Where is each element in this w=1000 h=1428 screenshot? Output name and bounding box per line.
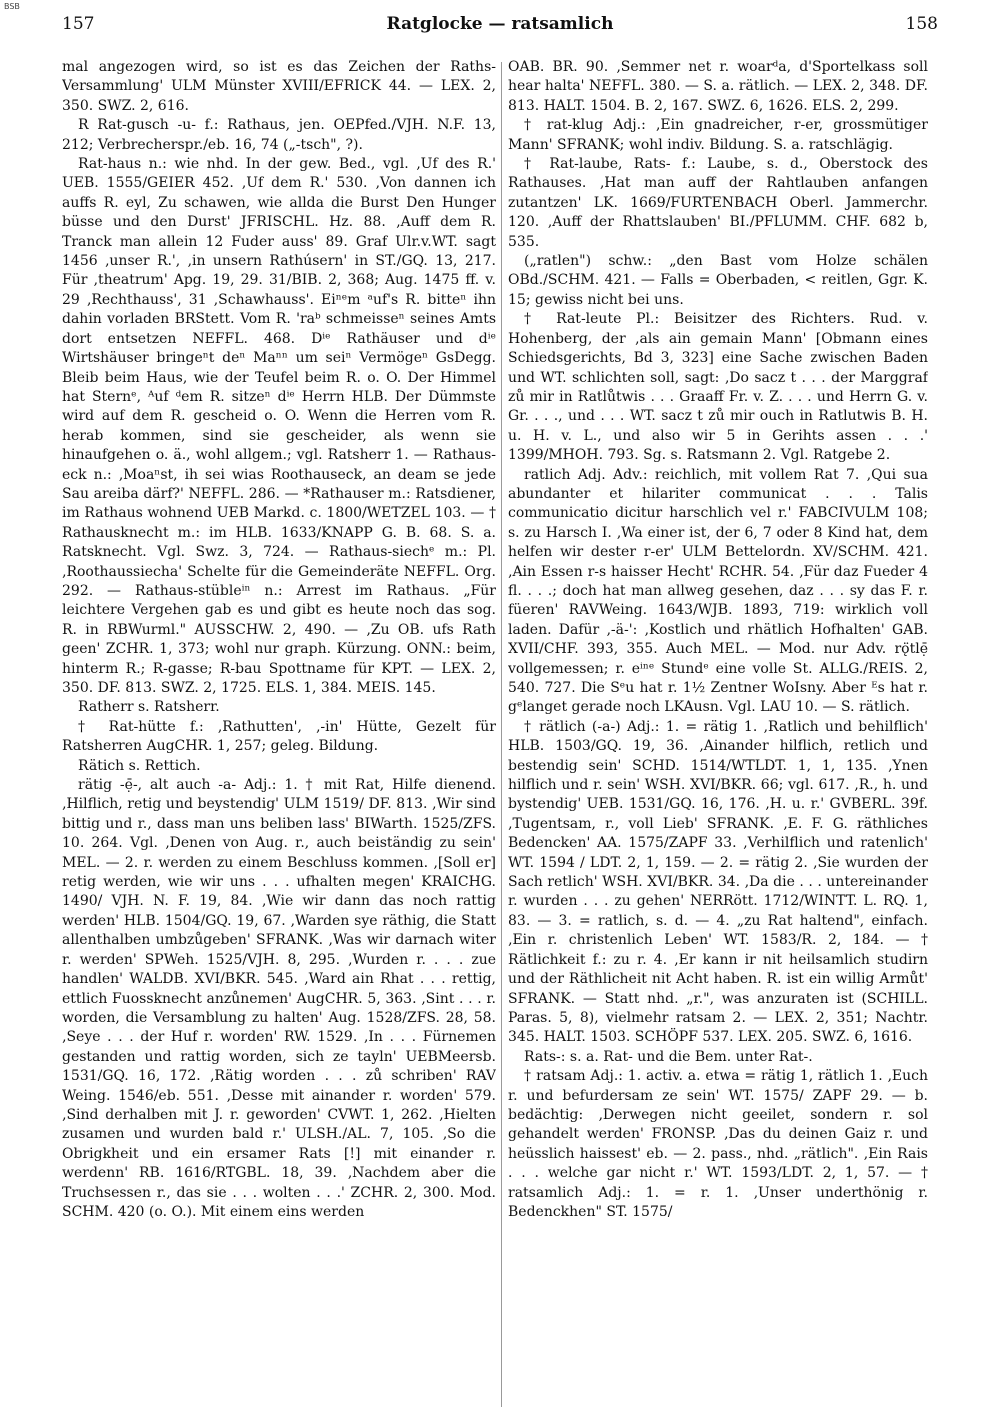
entry-rat-haus: Rat-haus n.: wie nhd. In der gew. Bed., vgl. ‚Uf des R.' UEB. 1555/GEIER 452. ‚Uf dem R.' 530. ‚Von dannen ich auffs R. eyl, Zu schawen, wie allda die Burst Den Hunger büsse und den Durst' JFRISCHL. Hz. 88. ‚Auff dem R. Tranck man allein 12 Fuder auss' 89. Graf Ulr.v.WT. sagt 1456 ‚unser R.', ‚in unsern Rathúsern' in ST./GQ. 13, 217. Für ‚theatrum' Apg. 19, 29. 31/BIB. 2, 368; Aug. 1475 ff. v. 29 ‚Rechthauss', 31 ‚Schawhauss'. Eiⁿᵉm ᵃuf's R. bitteⁿ ihn dahin vorladen BRStett. Vom R. 'raᵇ schmeisseⁿ seines Amts dort entsetzen NEFFL. 468. Dⁱᵉ Rathäuser und dⁱᵉ Wirtshäuser bringeⁿt deⁿ Maⁿⁿ um seiⁿ Vermögeⁿ GsDegg. Bleib beim Haus, wie der Teufel beim R. o. O. Der Himmel hat Sternᵉ, ᴬuf ᵈem R. sitzeⁿ dⁱᵉ Herrn HLB. Der Dümmste wird auf dem R. gescheid o. O. Wenn die Herren vom R. herab kommen, sind sie gescheider, als wenn sie hinaufgehen o. ä., wohl allgem.; vgl. Ratsherr 1. — Rathaus-eck n.: ‚Moaⁿst, ih sei wias Roothauseck, an deam se jede Sau areiba därf?' NEFFL. 286. — *Rathauser m.: Ratsdiener, im Rathaus wohnend UEB Markd. c. 1800/WETZEL 103. — † Rathausknecht m.: im HLB. 1633/KNAPP G. B. 68. S. a. Ratsknecht. Vgl. Swz. 3, 724. — Rathaus-siechᵉ m.: Pl. ‚Roothaussiecha' Schelte für die Gemeinderäte NEFFL. Org. 292. — Rathaus-stübleⁱⁿ n.: Arrest im Rathaus. „Für leichtere Vergehen gab es und gibt es heute noch das sog. R. in RBWurml." AUSSCHW. 2, 490. — ‚Zu OB. ufs Rath geen' ZCHR. 1, 373; wohl nur graph. Kürzung. ONN.: beim, hinterm R.; R-gasse; R-bau Spottname für KPT. — LEX. 2, 350. DF. 813. SWZ. 2, 1725. ELS. 1, 384. MEIS. 145.	[62, 156, 496, 696]
entry-rat-gusch: R Rat-gusch -u- f.: Rathaus, jen. OEPfed./VJH. N.F. 13, 212; Verbrecherspr./eb. 16, 74 („-tsch", ?).	[62, 117, 496, 153]
running-title: Ratglocke — ratsamlich	[386, 14, 614, 34]
entry-continuation: mal angezogen wird, so ist es das Zeichen der Raths- Versammlung' ULM Münster XVIII/EFRICK 44. — LEX. 2, 350. SWZ. 2, 616.	[62, 59, 496, 114]
entry-ratsam: † ratsam Adj.: 1. activ. a. etwa = rätig 1, rätlich 1. ‚Euch r. und befurdersam ze sein' WT. 1575/ ZAPF 29. — b. bedächtig: ‚Derwegen nicht geeilet, sondern r. sol gehandelt werden' FRONSP. ‚Das du deinen Gaiz r. und heüsslich haissest' eb. — 2. pass., nhd. „rätlich". ‚Ein Rais . . . welche gar nicht r.' WT. 1593/LDT. 2, 1, 57. — † ratsamlich Adj.: 1. = r. 1. ‚Unser underthönig r. Bedenckhen" ST. 1575/	[508, 1068, 928, 1220]
library-mark: BSB	[4, 2, 20, 11]
entry-raetlich: † rätlich (-a-) Adj.: 1. = rätig 1. ‚Ratlich und behilflich' HLB. 1503/GQ. 19, 36. ‚Ainander hilflich, retlich und bestendig sein' SCHD. 1514/WTLDT. 1, 1, 135. ‚Ynen hilflich und r. sein' WSH. XVI/BKR. 66; vgl. 617. ‚R., h. und bystendig' UEB. 1531/GQ. 16, 176. ‚H. u. r.' GVBERL. 39f. ‚Tugentsam, r., voll Lieb' SFRANK. ‚E. F. G. räthliches Bedencken' AA. 1575/ZAPF 33. ‚Verhilflich und ratenlich' WT. 1594 / LDT. 2, 1, 159. — 2. = rätig 2. ‚Sie wurden der Sach retlich' WSH. XVI/BKR. 34. ‚Da die . . . untereinander r. wurden . . . zu gehen' NERRött. 1712/WINTT. L. RQ. 1, 83. — 3. = ratlich, s. d. — 4. „zu Rat haltend", einfach. ‚Ein r. christenlich Leben' WT. 1583/R. 2, 184. — † Rätlichkeit f.: zu r. 4. ‚Er kann ir nit heilsamlich studirn und der Räthlicheit nit Acht haben. R. ist ein willig Armůt' SFRANK. — Statt nhd. „r.", was anzuraten ist (SCHILL. Paras. 5, 8), vielmehr ratsam 2. — LEX. 2, 351; Nachtr. 345. HALT. 1503. SCHÖPF 537. LEX. 205. SWZ. 6, 1616.	[508, 718, 928, 1046]
entry-rat-laube: † Rat-laube, Rats- f.: Laube, s. d., Oberstock des Rathauses. ‚Hat man auff der Rahtlauben anfangen zutantzen' LK. 1669/FURTENBACH Oberl. Jammerchr. 120. ‚Auff der Rhattslauben' BI./PFLUMM. CHF. 682 b, 535.	[508, 156, 928, 250]
entry-rats: Rats-: s. a. Rat- und die Bem. unter Rat-.	[524, 1048, 813, 1065]
entry-raetig: rätig -ẹ̄-, alt auch -a- Adj.: 1. † mit Rat, Hilfe dienend. ‚Hilflich, retig und beystendig' ULM 1519/ DF. 813. ‚Wir sind bittig und r., dass man uns beliben lass' BIWarth. 1525/ZFS. 10. 264. Vgl. ‚Denen von Aug. r., auch beiständig zu sein' MEL. — 2. r. werden zu einem Beschluss kommen. ‚[Soll er] retig werden, wie wir uns . . . ufhalten megen' KRAICHG. 1490/ VJH. N. F. 19, 84. ‚Wie wir dann das noch rattig werden' HLB. 1504/GQ. 19, 67. ‚Warden sye räthig, die Statt allenthalben umbzůgeben' SFRANK. ‚Was wir darnach witer r. werden' SPWeh. 1525/VJH. 8, 295. ‚Wurden r. . . . zue handlen' WALDB. XVI/BKR. 545. ‚Ward ain Rhat . . . rettig, ettlich Fuossknecht anzůnemen' AugCHR. 5, 363. ‚Sint . . . r. worden, die Versamblung zu halten' Aug. 1528/ZFS. 28, 58. ‚Seye . . . der Huf r. worden' RW. 1529. ‚In . . . Fürnemen gestanden und rattig worden, sich ze tayln' UEBMeersb. 1531/GQ. 16, 172. ‚Rätig worden . . . zů schriben' RAV Weing. 1546/eb. 551. ‚Desse mit ainander r. worden' 579. ‚Sind derhalben mit J. r. geworden' CVWT. 1, 262. ‚Hielten zusamen und wurden bald r.' ULSH./AL. 7, 105. ‚So die Obrigkheit und ein ersamer Rats [!] mit einander r. werdenn' RB. 1616/RTGBL. 18, 39. ‚Nachdem aber die Truchsessen r., das sie . . . wolten . . .' ZCHR. 2, 300. Mod. SCHM. 420 (o. O.). Mit einem eins werden	[62, 777, 496, 1220]
entry-rat-leute: † Rat-leute Pl.: Beisitzer des Richters. Rud. v. Hohenberg, der ‚als ain gemain Mann' [Obmann eines Schiedsgerichts, Bd 3, 323] eine Sache zwischen Baden und WT. schlichten soll, sagt: ‚Do sacz t . . . der Marggraf zů mir in Ratlůtwis . . . Graaff Fr. v. Z. . . . und Herrn G. v. Gr. . . ., und . . . WT. sacz t zů mir ouch in Ratlutwis B. H. u. H. v. L., und also wir 5 in Gerihts assen . . .' 1399/MHOH. 793. Sg. s. Ratsmann 2. Vgl. Ratgebe 2.	[508, 311, 928, 464]
left-column	[62, 58, 496, 1420]
entry-rat-klug: † rat-klug Adj.: ‚Ein gnadreicher, r-er, grossmütiger Mann' SFRANK; wohl indiv. Bildung. S. a. ratschlägig.	[508, 117, 928, 153]
entry-ratlen: („ratlen") schw.: „den Bast vom Holze schälen OBd./SCHM. 421. — Falls = Oberbaden, < reitlen, Ggr. K. 15; gewiss nicht bei uns.	[508, 253, 928, 308]
page-header	[62, 14, 938, 44]
column-divider	[501, 62, 502, 1407]
entry-rat-huette: † Rat-hütte f.: ‚Rathutten', ‚-in' Hütte, Gezelt für Ratsherren AugCHR. 1, 257; geleg. Bildung.	[62, 718, 496, 755]
entry-ratherr: Ratherr s. Ratsherr.	[78, 699, 220, 716]
entry-continuation-right: OAB. BR. 90. ‚Semmer net r. woarᵈa, d'Sportelkass soll hear halta' NEFFL. 380. — S. a. rätlich. — LEX. 2, 348. DF. 813. HALT. 1504. B. 2, 167. SWZ. 6, 1626. ELS. 2, 299.	[508, 59, 928, 114]
entry-raetich: Rätich s. Rettich.	[78, 757, 201, 774]
page-number-left: 157	[62, 14, 95, 34]
right-column	[508, 58, 928, 1420]
page-number-right: 158	[905, 14, 938, 34]
entry-ratlich: ratlich Adj. Adv.: reichlich, mit vollem Rat 7. ‚Qui sua abundanter et hilariter communicat . . . Talis communicatio dicitur harschlich vel r.' FABCIVULM 108; s. zu Harsch I. ‚Wa einer ist, der 6, 7 oder 8 Kind hat, dem helfen wir dester r-er' ULM Bettelordn. XV/SCHM. 421. ‚Ain Essen r-s haisser Hecht' RCHR. 54. ‚Für daz Fueder 4 fl. . . .; doch hat man allweg gesehen, daz . . . sy das F. r. füeren' RAVWeing. 1643/WJB. 1893, 719: wirklich voll laden. Dafür ‚-ä-': ‚Kostlich und rhätlich Hofhalten' GAB. XVII/CHF. 393, 355. Auch MEL. — Mod. nur Adv. rǫ̈tlẹ̄ vollgemessen; r. eⁱⁿᵉ Stundᵉ eine volle St. ALLG./REIS. 2, 540. 727. Die Sᵉu hat r. 1½ Zentner WoIsny. Aber ᴱs hat r. gᵉlanget gerade noch LKAusn. Vgl. LAU 10. — S. rätlich.	[508, 466, 928, 716]
